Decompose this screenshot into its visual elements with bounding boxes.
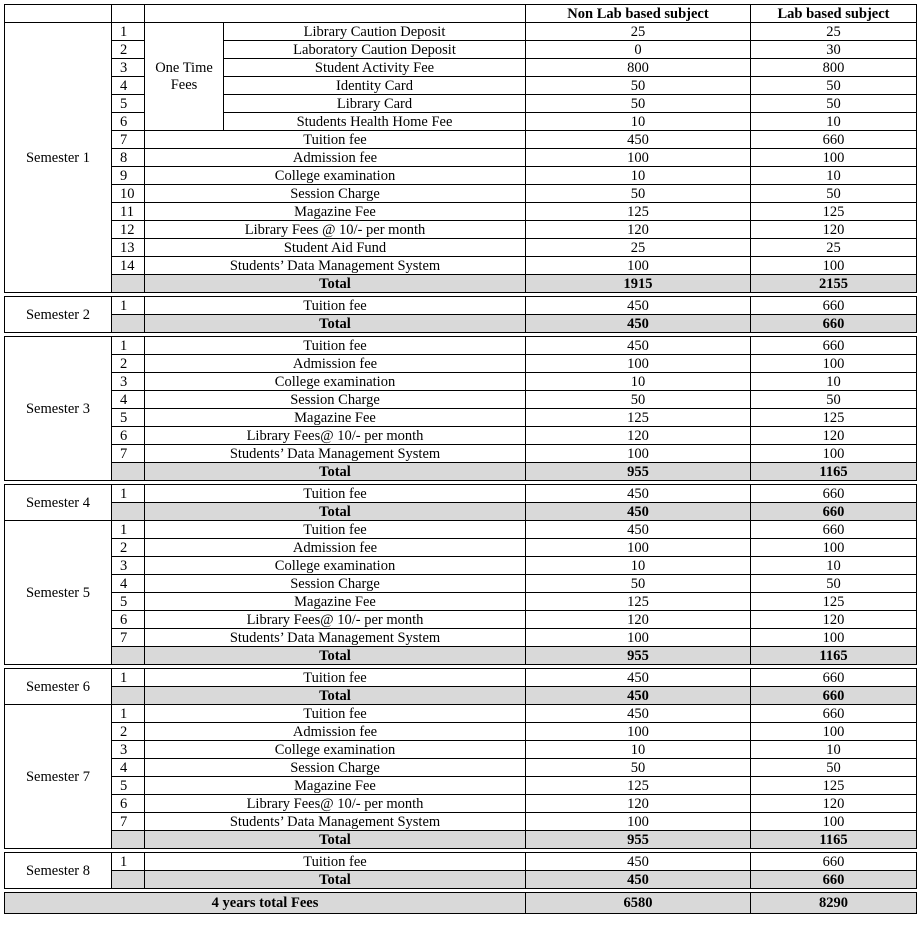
item-number: 1	[112, 521, 145, 539]
fee-name: Library Fees@ 10/- per month	[145, 427, 526, 445]
non-lab-amount: 450	[526, 337, 751, 355]
fee-row	[5, 149, 917, 167]
grand-total-lab: 8290	[751, 893, 917, 914]
fee-row	[5, 795, 917, 813]
non-lab-amount: 50	[526, 185, 751, 203]
fee-name: College examination	[145, 167, 526, 185]
fee-row	[5, 705, 917, 723]
fee-name: College examination	[145, 373, 526, 391]
fee-name: Library Fees@ 10/- per month	[145, 795, 526, 813]
total-number-blank	[112, 647, 145, 665]
total-label: Total	[145, 503, 526, 521]
non-lab-amount: 10	[526, 167, 751, 185]
header-blank-number	[112, 5, 145, 23]
total-lab: 660	[751, 871, 917, 889]
fee-row	[5, 629, 917, 647]
non-lab-amount: 10	[526, 741, 751, 759]
lab-amount: 100	[751, 539, 917, 557]
non-lab-amount: 125	[526, 593, 751, 611]
fee-row	[5, 409, 917, 427]
fee-name: Session Charge	[145, 391, 526, 409]
non-lab-amount: 450	[526, 853, 751, 871]
fee-row	[5, 297, 917, 315]
fee-name: Tuition fee	[145, 297, 526, 315]
item-number: 4	[112, 575, 145, 593]
fee-row	[5, 557, 917, 575]
item-number: 1	[112, 485, 145, 503]
fee-name: Tuition fee	[145, 705, 526, 723]
fee-row	[5, 741, 917, 759]
item-number: 7	[112, 131, 145, 149]
total-lab: 660	[751, 315, 917, 333]
semester-total-row	[5, 275, 917, 293]
lab-amount: 10	[751, 167, 917, 185]
total-label: Total	[145, 275, 526, 293]
lab-amount: 125	[751, 777, 917, 795]
lab-amount: 50	[751, 391, 917, 409]
item-number: 3	[112, 373, 145, 391]
item-number: 5	[112, 409, 145, 427]
header-blank-semester	[5, 5, 112, 23]
non-lab-amount: 25	[526, 239, 751, 257]
non-lab-amount: 450	[526, 297, 751, 315]
item-number: 4	[112, 77, 145, 95]
fee-row	[5, 77, 917, 95]
fee-row	[5, 485, 917, 503]
lab-amount: 120	[751, 427, 917, 445]
non-lab-amount: 10	[526, 113, 751, 131]
non-lab-amount: 100	[526, 539, 751, 557]
fee-row	[5, 759, 917, 777]
total-label: Total	[145, 831, 526, 849]
fee-name: Laboratory Caution Deposit	[224, 41, 526, 59]
item-number: 7	[112, 445, 145, 463]
grand-total-row	[5, 893, 917, 914]
semester-total-row	[5, 315, 917, 333]
total-lab: 1165	[751, 831, 917, 849]
total-non-lab: 450	[526, 871, 751, 889]
lab-amount: 10	[751, 113, 917, 131]
item-number: 1	[112, 853, 145, 871]
semester-total-row	[5, 503, 917, 521]
lab-amount: 660	[751, 485, 917, 503]
non-lab-amount: 50	[526, 391, 751, 409]
total-label: Total	[145, 687, 526, 705]
fee-row	[5, 593, 917, 611]
non-lab-amount: 50	[526, 759, 751, 777]
lab-amount: 660	[751, 131, 917, 149]
fee-name: Library Card	[224, 95, 526, 113]
total-label: Total	[145, 315, 526, 333]
fee-name: Library Caution Deposit	[224, 23, 526, 41]
item-number: 2	[112, 723, 145, 741]
item-number: 3	[112, 59, 145, 77]
fee-name: Tuition fee	[145, 521, 526, 539]
item-number: 5	[112, 95, 145, 113]
item-number: 14	[112, 257, 145, 275]
fee-name: Students’ Data Management System	[145, 813, 526, 831]
non-lab-amount: 100	[526, 813, 751, 831]
non-lab-amount: 50	[526, 575, 751, 593]
item-number: 7	[112, 629, 145, 647]
lab-amount: 660	[751, 297, 917, 315]
fee-name: Students’ Data Management System	[145, 445, 526, 463]
total-non-lab: 450	[526, 503, 751, 521]
non-lab-amount: 10	[526, 373, 751, 391]
lab-amount: 125	[751, 593, 917, 611]
item-number: 2	[112, 41, 145, 59]
item-number: 9	[112, 167, 145, 185]
lab-amount: 100	[751, 355, 917, 373]
non-lab-amount: 100	[526, 445, 751, 463]
lab-amount: 125	[751, 203, 917, 221]
item-number: 11	[112, 203, 145, 221]
item-number: 1	[112, 23, 145, 41]
item-number: 6	[112, 611, 145, 629]
semester-label: Semester 4	[5, 485, 112, 521]
total-number-blank	[112, 831, 145, 849]
fee-name: College examination	[145, 557, 526, 575]
fee-row	[5, 167, 917, 185]
lab-amount: 120	[751, 611, 917, 629]
lab-amount: 660	[751, 337, 917, 355]
semester-label: Semester 3	[5, 337, 112, 481]
fee-row	[5, 185, 917, 203]
fee-row	[5, 257, 917, 275]
non-lab-amount: 10	[526, 557, 751, 575]
fee-name: Session Charge	[145, 575, 526, 593]
total-label: Total	[145, 463, 526, 481]
fee-row	[5, 23, 917, 41]
total-lab: 1165	[751, 647, 917, 665]
item-number: 1	[112, 297, 145, 315]
semester-total-row	[5, 871, 917, 889]
one-time-fees-group: One Time Fees	[145, 23, 224, 131]
fee-row	[5, 95, 917, 113]
lab-amount: 120	[751, 795, 917, 813]
lab-amount: 120	[751, 221, 917, 239]
total-label: Total	[145, 871, 526, 889]
item-number: 4	[112, 759, 145, 777]
total-lab: 1165	[751, 463, 917, 481]
fee-name: Magazine Fee	[145, 777, 526, 795]
item-number: 5	[112, 777, 145, 795]
fee-name: Tuition fee	[145, 337, 526, 355]
total-non-lab: 955	[526, 831, 751, 849]
total-number-blank	[112, 275, 145, 293]
non-lab-amount: 125	[526, 777, 751, 795]
fee-name: Tuition fee	[145, 485, 526, 503]
fee-name: Magazine Fee	[145, 203, 526, 221]
lab-amount: 660	[751, 669, 917, 687]
header-lab: Lab based subject	[751, 5, 917, 23]
total-non-lab: 1915	[526, 275, 751, 293]
item-number: 1	[112, 705, 145, 723]
total-non-lab: 955	[526, 647, 751, 665]
fee-name: Students Health Home Fee	[224, 113, 526, 131]
lab-amount: 800	[751, 59, 917, 77]
fee-name: Tuition fee	[145, 669, 526, 687]
fee-row	[5, 391, 917, 409]
non-lab-amount: 100	[526, 355, 751, 373]
item-number: 2	[112, 539, 145, 557]
fee-name: Identity Card	[224, 77, 526, 95]
non-lab-amount: 120	[526, 221, 751, 239]
non-lab-amount: 125	[526, 203, 751, 221]
total-lab: 660	[751, 687, 917, 705]
fee-name: Session Charge	[145, 185, 526, 203]
total-number-blank	[112, 315, 145, 333]
non-lab-amount: 800	[526, 59, 751, 77]
lab-amount: 10	[751, 741, 917, 759]
grand-total-non-lab: 6580	[526, 893, 751, 914]
lab-amount: 25	[751, 239, 917, 257]
total-label: Total	[145, 647, 526, 665]
item-number: 8	[112, 149, 145, 167]
non-lab-amount: 50	[526, 95, 751, 113]
item-number: 6	[112, 795, 145, 813]
fee-name: Library Fees@ 10/- per month	[145, 611, 526, 629]
item-number: 6	[112, 427, 145, 445]
lab-amount: 10	[751, 373, 917, 391]
fee-name: Students’ Data Management System	[145, 257, 526, 275]
item-number: 1	[112, 669, 145, 687]
item-number: 13	[112, 239, 145, 257]
non-lab-amount: 450	[526, 131, 751, 149]
fee-row	[5, 41, 917, 59]
lab-amount: 50	[751, 95, 917, 113]
item-number: 3	[112, 741, 145, 759]
fee-name: Admission fee	[145, 355, 526, 373]
semester-label: Semester 5	[5, 521, 112, 665]
non-lab-amount: 25	[526, 23, 751, 41]
non-lab-amount: 100	[526, 629, 751, 647]
fee-row	[5, 113, 917, 131]
item-number: 10	[112, 185, 145, 203]
item-number: 7	[112, 813, 145, 831]
semester-label: Semester 7	[5, 705, 112, 849]
total-lab: 2155	[751, 275, 917, 293]
non-lab-amount: 450	[526, 485, 751, 503]
fee-row	[5, 221, 917, 239]
lab-amount: 125	[751, 409, 917, 427]
lab-amount: 50	[751, 575, 917, 593]
lab-amount: 10	[751, 557, 917, 575]
fee-name: Students’ Data Management System	[145, 629, 526, 647]
fee-name: Session Charge	[145, 759, 526, 777]
lab-amount: 100	[751, 257, 917, 275]
fee-row	[5, 669, 917, 687]
fee-name: College examination	[145, 741, 526, 759]
semester-label: Semester 2	[5, 297, 112, 333]
lab-amount: 25	[751, 23, 917, 41]
non-lab-amount: 100	[526, 149, 751, 167]
lab-amount: 660	[751, 705, 917, 723]
fee-name: Magazine Fee	[145, 593, 526, 611]
semester-total-row	[5, 687, 917, 705]
fee-row	[5, 853, 917, 871]
fee-row	[5, 427, 917, 445]
fee-row	[5, 445, 917, 463]
non-lab-amount: 450	[526, 705, 751, 723]
fee-name: Student Activity Fee	[224, 59, 526, 77]
item-number: 5	[112, 593, 145, 611]
non-lab-amount: 50	[526, 77, 751, 95]
fee-name: Admission fee	[145, 539, 526, 557]
fee-row	[5, 611, 917, 629]
total-number-blank	[112, 503, 145, 521]
total-non-lab: 450	[526, 315, 751, 333]
fee-row	[5, 521, 917, 539]
fee-row	[5, 575, 917, 593]
item-number: 1	[112, 337, 145, 355]
lab-amount: 50	[751, 77, 917, 95]
non-lab-amount: 450	[526, 669, 751, 687]
item-number: 3	[112, 557, 145, 575]
fee-name: Magazine Fee	[145, 409, 526, 427]
total-number-blank	[112, 871, 145, 889]
fee-row	[5, 355, 917, 373]
fee-row	[5, 373, 917, 391]
grand-total-label: 4 years total Fees	[5, 893, 526, 914]
total-number-blank	[112, 463, 145, 481]
fee-row	[5, 131, 917, 149]
non-lab-amount: 100	[526, 723, 751, 741]
fee-name: Student Aid Fund	[145, 239, 526, 257]
fee-row	[5, 777, 917, 795]
lab-amount: 100	[751, 629, 917, 647]
lab-amount: 100	[751, 723, 917, 741]
fee-row	[5, 337, 917, 355]
total-lab: 660	[751, 503, 917, 521]
fee-name: Tuition fee	[145, 131, 526, 149]
fee-row	[5, 723, 917, 741]
header-blank-fee	[145, 5, 526, 23]
item-number: 4	[112, 391, 145, 409]
non-lab-amount: 0	[526, 41, 751, 59]
total-number-blank	[112, 687, 145, 705]
lab-amount: 100	[751, 149, 917, 167]
fee-structure	[4, 4, 917, 914]
non-lab-amount: 100	[526, 257, 751, 275]
lab-amount: 100	[751, 445, 917, 463]
semester-label: Semester 1	[5, 23, 112, 293]
total-non-lab: 955	[526, 463, 751, 481]
total-non-lab: 450	[526, 687, 751, 705]
fee-name: Admission fee	[145, 149, 526, 167]
semester-total-row	[5, 463, 917, 481]
lab-amount: 50	[751, 759, 917, 777]
fee-row	[5, 813, 917, 831]
semester-total-row	[5, 647, 917, 665]
semester-total-row	[5, 831, 917, 849]
header-non-lab: Non Lab based subject	[526, 5, 751, 23]
fee-row	[5, 539, 917, 557]
non-lab-amount: 450	[526, 521, 751, 539]
fee-row	[5, 239, 917, 257]
non-lab-amount: 125	[526, 409, 751, 427]
item-number: 6	[112, 113, 145, 131]
fee-name: Tuition fee	[145, 853, 526, 871]
lab-amount: 50	[751, 185, 917, 203]
lab-amount: 660	[751, 521, 917, 539]
fee-name: Admission fee	[145, 723, 526, 741]
fee-table	[4, 4, 917, 914]
lab-amount: 30	[751, 41, 917, 59]
non-lab-amount: 120	[526, 611, 751, 629]
semester-label: Semester 6	[5, 669, 112, 705]
lab-amount: 660	[751, 853, 917, 871]
fee-row	[5, 203, 917, 221]
fee-row	[5, 59, 917, 77]
item-number: 2	[112, 355, 145, 373]
fee-name: Library Fees @ 10/- per month	[145, 221, 526, 239]
semester-label: Semester 8	[5, 853, 112, 889]
non-lab-amount: 120	[526, 427, 751, 445]
lab-amount: 100	[751, 813, 917, 831]
non-lab-amount: 120	[526, 795, 751, 813]
item-number: 12	[112, 221, 145, 239]
header-row	[5, 5, 917, 23]
